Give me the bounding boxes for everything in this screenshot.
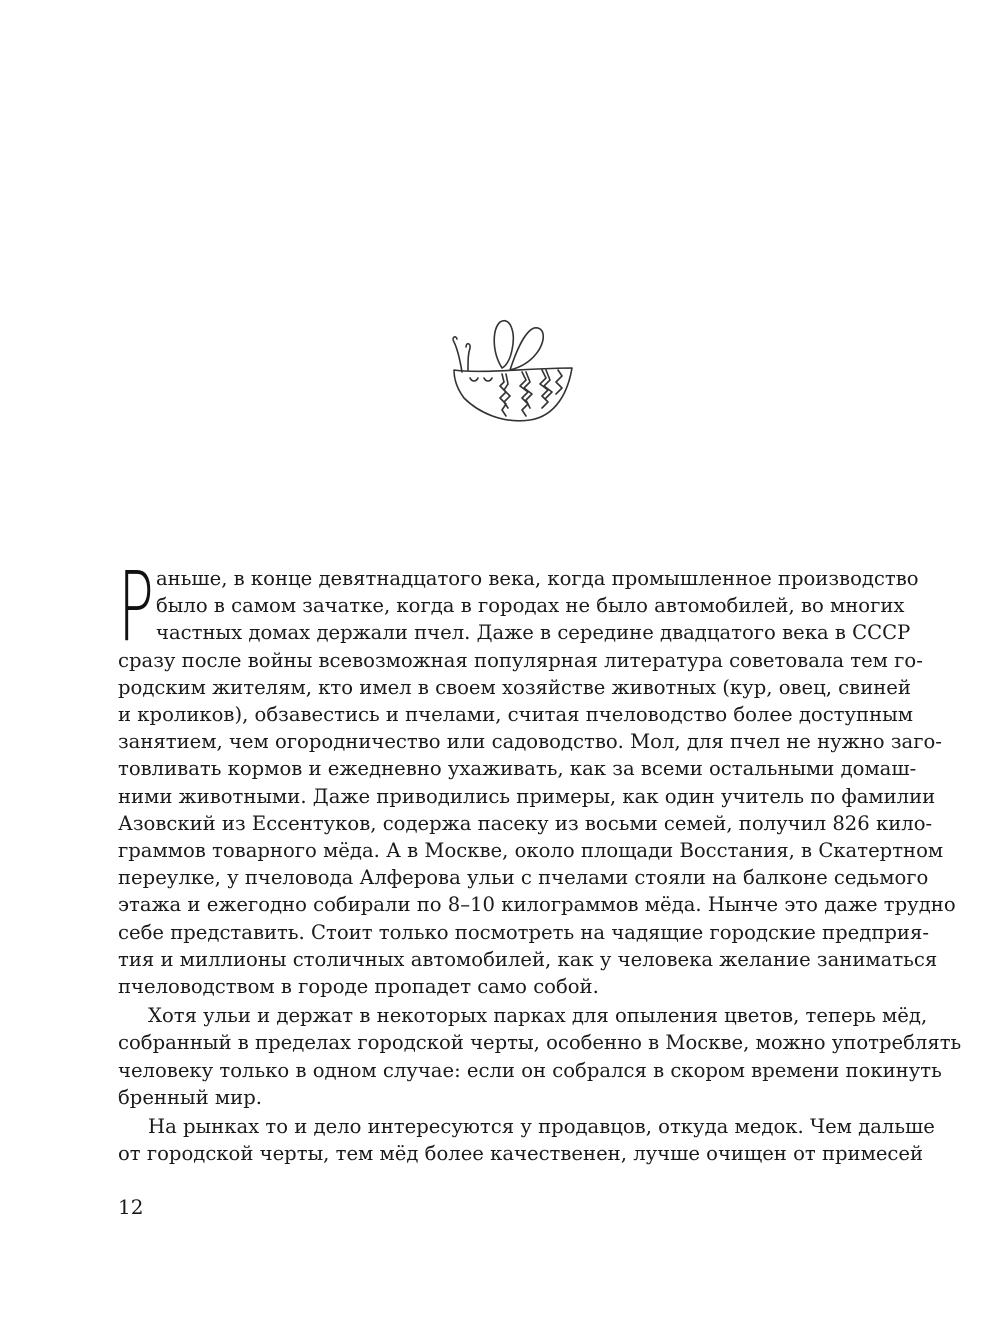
bee-wing-right (510, 328, 543, 370)
text-line: бренный мир. (118, 1085, 263, 1109)
bee-stripe-1b (504, 374, 510, 408)
text-line: На рынках то и дело интересуются у продавцов, откуда медок. Чем дальше (148, 1115, 935, 1139)
paragraph-3 (118, 1113, 935, 1167)
paragraph-2 (118, 1002, 962, 1111)
text-line: частных домах держали пчел. Даже в середине двадцатого века в СССР (156, 621, 911, 645)
bee-wing-left (494, 321, 513, 368)
bee-eye-right (484, 378, 492, 381)
bee-stripe-4 (556, 370, 562, 394)
text-line: тия и миллионы столичных автомобилей, как у человека желание заниматься (118, 947, 938, 971)
text-line: этажа и ежегодно собирали по 8–10 килограммов мёда. Нынче это даже трудно (118, 893, 956, 917)
bee-eye-left (470, 378, 478, 381)
bee-illustration (440, 312, 580, 430)
text-line: и кроликов), обзавестись и пчелами, считая пчеловодство более доступным (118, 703, 913, 727)
text-line: человеку только в одном случае: если он собрался в скором времени покинуть (118, 1058, 942, 1082)
body-text (118, 551, 962, 1167)
bee-stripe-1 (500, 374, 506, 416)
page-number: 12 (118, 1195, 144, 1219)
text-line: родским жителям, кто имел в своем хозяйстве животных (кур, овец, свиней (118, 675, 911, 699)
text-line: Хотя ульи и держат в некоторых парках для опыления цветов, теперь мёд, (148, 1004, 928, 1028)
bee-body (454, 368, 572, 421)
bee-stripe-2 (520, 372, 528, 416)
text-line: ними животными. Даже приводились примеры, как один учитель по фамилии (118, 784, 936, 808)
text-line: товливать кормов и ежедневно ухаживать, как за всеми остальными домаш- (118, 757, 917, 781)
text-line: аньше, в конце девятнадцатого века, когда промышленное производство (156, 567, 919, 590)
text-line: себе представить. Стоит только посмотреть на чадящие городские предприя- (118, 920, 929, 944)
text-line: Азовский из Ессентуков, содержа пасеку из восьми семей, получил 826 кило- (118, 811, 933, 835)
bee-antenna-right (466, 344, 470, 370)
paragraph-1 (118, 551, 956, 1000)
text-line: от городской черты, тем мёд более качественен, лучше очищен от примесей (118, 1142, 924, 1166)
text-line: было в самом зачатке, когда в городах не было автомобилей, во многих (156, 594, 905, 618)
text-line: занятием, чем огородничество или садоводство. Мол, для пчел не нужно заго- (118, 730, 942, 754)
text-line: сразу после войны всевозможная популярная литература советовала тем го- (118, 648, 923, 672)
text-line: пчеловодством в городе пропадет само собой. (118, 975, 599, 999)
text-line: переулке, у пчеловода Алферова ульи с пчелами стояли на балконе седьмого (118, 866, 929, 890)
text-line: граммов товарного мёда. А в Москве, около площади Восстания, в Скатертном (118, 839, 944, 863)
drop-cap: Р (118, 551, 154, 663)
bee-antenna-left (453, 337, 462, 372)
text-line: собранный в пределах городской черты, особенно в Москве, можно употреблять (118, 1031, 962, 1055)
